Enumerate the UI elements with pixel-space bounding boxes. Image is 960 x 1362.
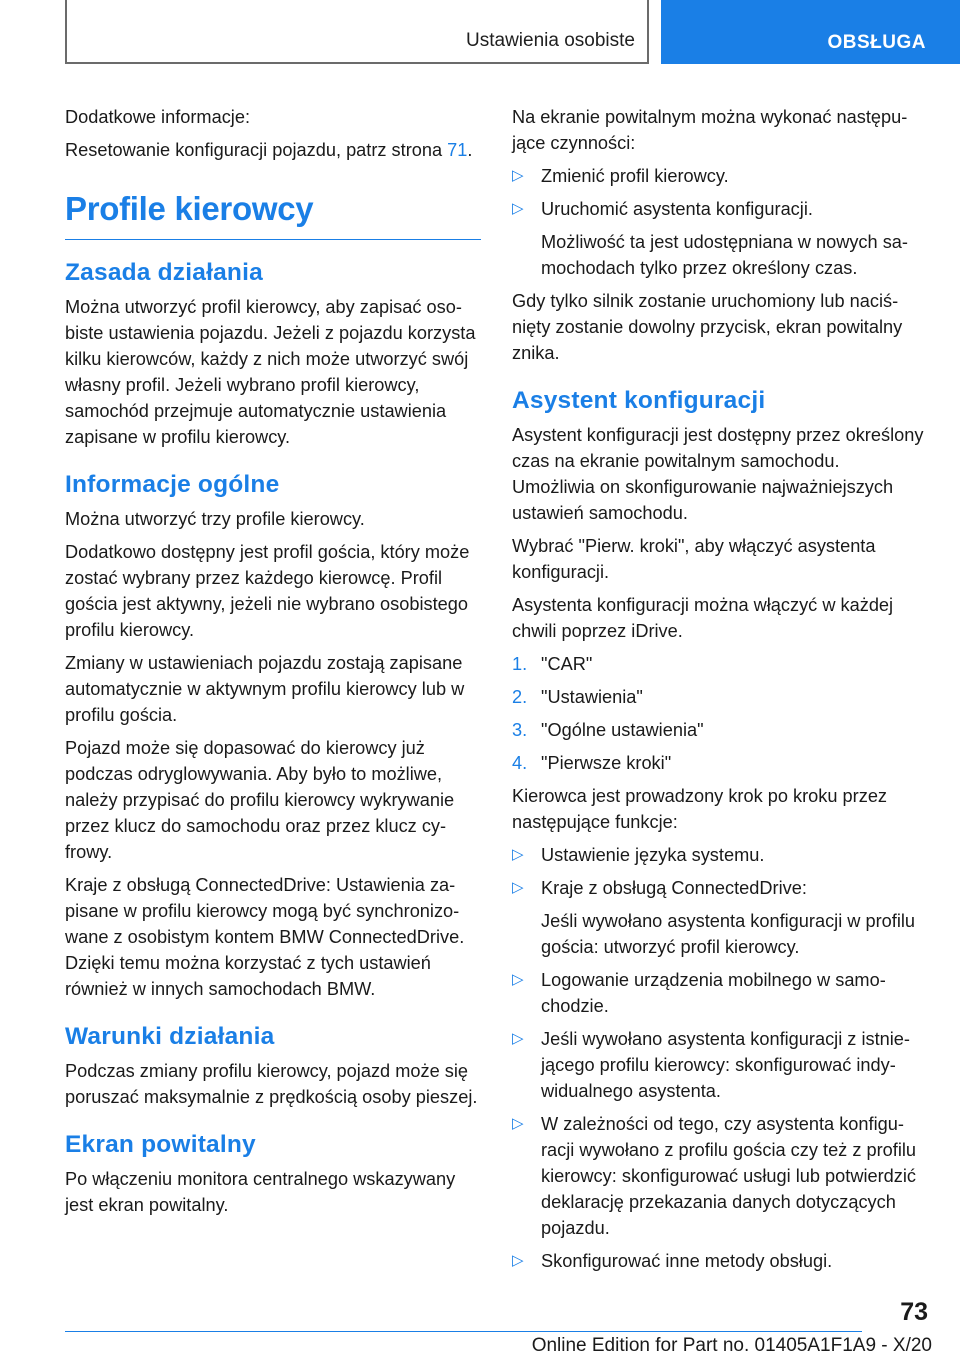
step-number: 1. bbox=[512, 654, 528, 674]
triangle-bullet-icon: ▷ bbox=[512, 879, 524, 896]
heading-asystent: Asystent konfiguracji bbox=[512, 387, 766, 414]
triangle-bullet-icon: ▷ bbox=[512, 846, 524, 863]
step-text: "Pierwsze kroki" bbox=[541, 753, 672, 773]
triangle-bullet-icon: ▷ bbox=[512, 200, 524, 217]
heading-ekran: Ekran powitalny bbox=[65, 1131, 256, 1158]
right-column bbox=[512, 104, 926, 1281]
paragraph-after: Gdy tylko silnik zostanie uruchomiony lub naciśnięty zostanie dowolny przycisk, ekran powitalny znika. bbox=[512, 291, 903, 363]
info-paragraph bbox=[65, 137, 481, 163]
list-item-subtext: Możliwość ta jest udostępniana w nowych samochodach tylko przez określony czas. bbox=[541, 232, 908, 278]
bullet-list-actions bbox=[512, 163, 926, 281]
left-column bbox=[65, 104, 481, 1225]
page-title: Profile kierowcy bbox=[65, 189, 481, 240]
paragraph-info-4: Pojazd może się dopasować do kierowcy już podczas odryglowywania. Aby było to możliwe, należy przypisać do profilu kierowcy wykrywanie przez klucz do samochodu oraz przez klucz cyfrowy. bbox=[65, 738, 455, 862]
paragraph-zasada: Można utworzyć profil kierowcy, aby zapisać osobiste ustawienia pojazdu. Jeżeli z pojazdu korzysta kilku kierowców, każdy z nich może utworzyć swój własny profil. Jeżeli wybrano profil kierowcy, samochód przejmuje automatycznie ustawienia zapisane w profilu kierowcy. bbox=[65, 297, 476, 447]
list-item bbox=[512, 1026, 926, 1104]
list-item bbox=[512, 163, 926, 189]
bullet-list-functions bbox=[512, 842, 926, 1274]
list-item-text: Zmienić profil kierowcy. bbox=[541, 166, 729, 186]
info-end: . bbox=[467, 140, 473, 160]
paragraph-asystent-1: Asystent konfiguracji jest dostępny przez określony czas na ekranie powitalnym samochodu. Umożliwia on skonfigurowanie najważniejszych ustawień samochodu. bbox=[512, 425, 924, 523]
step-text: "CAR" bbox=[541, 654, 593, 674]
heading-zasada: Zasada działania bbox=[65, 259, 263, 286]
paragraph-guided: Kierowca jest prowadzony krok po kroku przez następujące funkcje: bbox=[512, 786, 888, 832]
list-item bbox=[512, 1111, 926, 1241]
list-item-subtext: Jeśli wywołano asystenta konfiguracji w profilu gościa: utworzyć profil kierowcy. bbox=[541, 911, 916, 957]
triangle-bullet-icon: ▷ bbox=[512, 1252, 524, 1269]
list-item-text: Logowanie urządzenia mobilnego w samochodzie. bbox=[541, 970, 886, 1016]
list-item-text: Skonfigurować inne metody obsługi. bbox=[541, 1251, 833, 1271]
list-item bbox=[512, 842, 926, 868]
paragraph-asystent-3: Asystenta konfiguracji można włączyć w każdej chwili poprzez iDrive. bbox=[512, 595, 894, 641]
step-text: "Ogólne ustawienia" bbox=[541, 720, 704, 740]
step-item bbox=[512, 717, 926, 743]
paragraph-info-3: Zmiany w ustawieniach pojazdu zostają zapisane automatycznie w aktywnym profilu kierowcy lub w profilu gościa. bbox=[65, 653, 465, 725]
list-item-text: Jeśli wywołano asystenta konfiguracji z istniejącego profilu kierowcy: skonfigurować indywidualnego asystenta. bbox=[541, 1029, 910, 1101]
info-label: Dodatkowe informacje: bbox=[65, 107, 250, 127]
paragraph-info-1: Można utworzyć trzy profile kierowcy. bbox=[65, 509, 365, 529]
list-item-text: Ustawienie języka systemu. bbox=[541, 845, 765, 865]
header-chapter-tab[interactable] bbox=[661, 0, 960, 64]
paragraph-intro: Na ekranie powitalnym można wykonać następujące czynności: bbox=[512, 107, 908, 153]
header-section-title: Ustawienia osobiste bbox=[466, 30, 635, 51]
numbered-steps bbox=[512, 651, 926, 776]
paragraph-asystent-2: Wybrać "Pierw. kroki", aby włączyć asystenta konfiguracji. bbox=[512, 536, 876, 582]
page-link[interactable]: 71 bbox=[447, 140, 468, 160]
step-text: "Ustawienia" bbox=[541, 687, 643, 707]
list-item bbox=[512, 967, 926, 1019]
heading-info: Informacje ogólne bbox=[65, 471, 280, 498]
page-number: 73 bbox=[900, 1298, 928, 1326]
step-number: 4. bbox=[512, 753, 528, 773]
triangle-bullet-icon: ▷ bbox=[512, 971, 524, 988]
info-text: Resetowanie konfiguracji pojazdu, patrz strona bbox=[65, 140, 443, 160]
paragraph-ekran: Po włączeniu monitora centralnego wskazywany jest ekran powitalny. bbox=[65, 1169, 456, 1215]
header-chapter-label: OBSŁUGA bbox=[827, 32, 926, 53]
footer-divider bbox=[65, 1331, 862, 1332]
triangle-bullet-icon: ▷ bbox=[512, 1030, 524, 1047]
step-number: 3. bbox=[512, 720, 528, 740]
list-item-text: Uruchomić asystenta konfiguracji. bbox=[541, 199, 813, 219]
list-item bbox=[512, 875, 926, 960]
header-section-box bbox=[65, 0, 649, 64]
paragraph-info-2: Dodatkowo dostępny jest profil gościa, który może zostać wybrany przez każdego kierowcę. Profil gościa jest aktywny, jeżeli nie wybrano osobistego profilu kierowcy. bbox=[65, 542, 470, 640]
list-item-text: W zależności od tego, czy asystenta konfiguracji wywołano z profilu gościa czy też z profilu kierowcy: skonfigurować usługi lub potwierdzić deklarację przekazania danych dotyczących pojazdu. bbox=[541, 1114, 917, 1238]
list-item bbox=[512, 1248, 926, 1274]
list-item bbox=[512, 196, 926, 281]
paragraph-warunki: Podczas zmiany profilu kierowcy, pojazd może się poruszać maksymalnie z prędkością osoby pieszej. bbox=[65, 1061, 478, 1107]
list-item-text: Kraje z obsługą ConnectedDrive: bbox=[541, 878, 807, 898]
footer-edition: Online Edition for Part no. 01405A1F1A9 - X/20 bbox=[531, 1335, 932, 1356]
paragraph-info-5: Kraje z obsługą ConnectedDrive: Ustawienia zapisane w profilu kierowcy mogą być synchronizowane z osobistym kontem BMW ConnectedDrive. Dzięki temu można korzystać z tych ustawień również w innych samochodach BMW. bbox=[65, 875, 465, 999]
step-item bbox=[512, 651, 926, 677]
triangle-bullet-icon: ▷ bbox=[512, 167, 524, 184]
triangle-bullet-icon: ▷ bbox=[512, 1115, 524, 1132]
step-item bbox=[512, 750, 926, 776]
step-item bbox=[512, 684, 926, 710]
step-number: 2. bbox=[512, 687, 528, 707]
heading-warunki: Warunki działania bbox=[65, 1023, 275, 1050]
